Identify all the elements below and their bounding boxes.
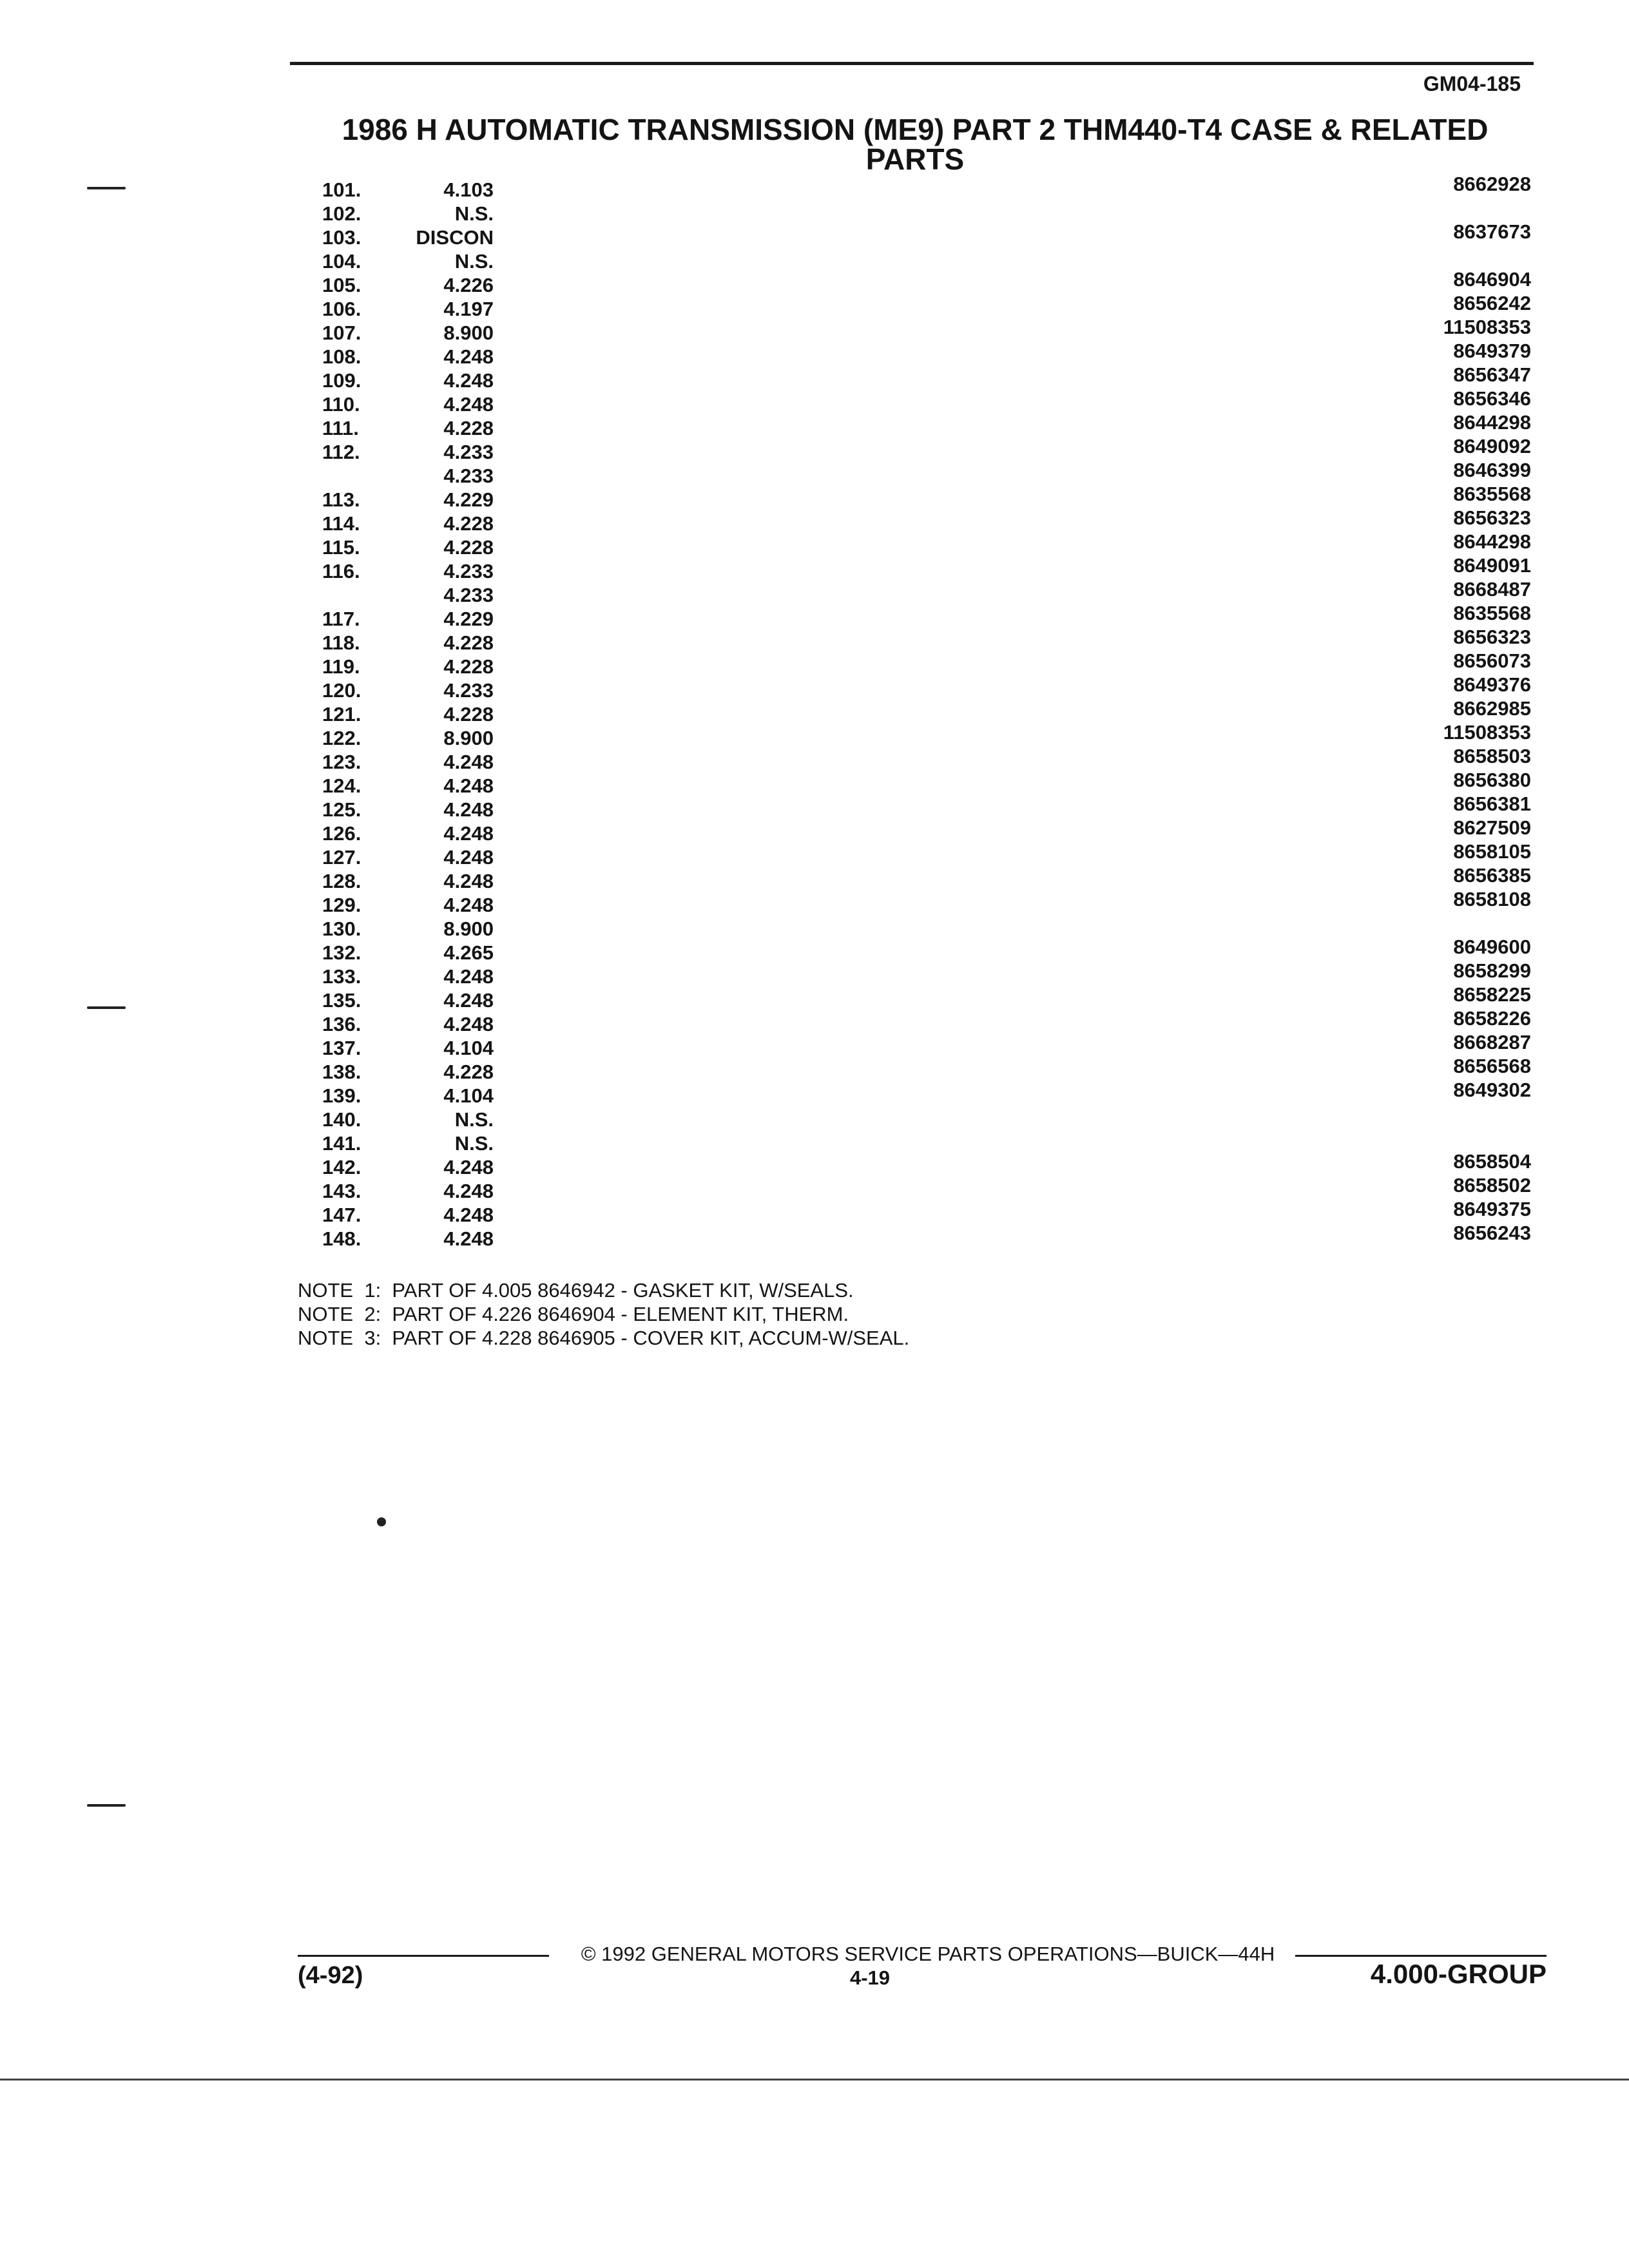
part-number: 8656380 (1453, 769, 1531, 791)
part-row (0, 554, 1629, 583)
ref-number: 121. (322, 703, 361, 726)
binder-mark (87, 1006, 126, 1009)
ref-number: 109. (322, 369, 361, 392)
part-number: 8649376 (1453, 673, 1531, 696)
group-number: 4.228 (443, 655, 494, 678)
group-number: 4.248 (443, 846, 494, 869)
ref-number: 108. (322, 345, 361, 368)
ref-number: 102. (322, 202, 361, 225)
group-number: 4.248 (443, 894, 494, 916)
part-number: 8627509 (1453, 816, 1531, 839)
title-line-1: 1986 H AUTOMATIC TRANSMISSION (ME9) PART 2 THM440-T4 CASE & RELATED (342, 113, 1489, 146)
part-row (0, 1031, 1629, 1060)
part-row (0, 626, 1629, 655)
group-number: 4.248 (443, 393, 494, 416)
ref-number: 107. (322, 322, 361, 344)
notes-section (298, 1278, 909, 1350)
group-number: 4.228 (443, 631, 494, 654)
part-number: 11508353 (1443, 316, 1531, 338)
bottom-rule (0, 2079, 1629, 2081)
ref-number: 133. (322, 965, 361, 988)
group-number: 4.104 (443, 1084, 494, 1107)
ref-number: 137. (322, 1037, 361, 1059)
part-row (0, 1198, 1629, 1227)
ref-number: 142. (322, 1156, 361, 1178)
group-number: 4.248 (443, 1013, 494, 1035)
ref-number: 119. (322, 655, 360, 678)
part-number: 8662985 (1453, 697, 1531, 720)
group-number: DISCON (416, 226, 494, 249)
part-row (0, 1079, 1629, 1108)
part-row (0, 983, 1629, 1012)
part-number: 8658504 (1453, 1150, 1531, 1173)
part-number: 8656346 (1453, 387, 1531, 410)
part-number: 8649091 (1453, 554, 1531, 577)
ref-number: 128. (322, 870, 361, 892)
part-row (0, 316, 1629, 345)
part-number: 11508353 (1443, 721, 1531, 744)
part-number: 8635568 (1453, 483, 1531, 505)
page-title (290, 115, 1540, 174)
part-row (0, 173, 1629, 202)
group-number: 4.228 (443, 703, 494, 726)
part-number: 8656073 (1453, 649, 1531, 672)
part-row (0, 745, 1629, 774)
ref-number: 132. (322, 941, 361, 964)
part-number: 8658502 (1453, 1174, 1531, 1196)
part-row (0, 840, 1629, 869)
ref-number: 117. (322, 608, 360, 630)
ref-number: 141. (322, 1132, 361, 1155)
ref-number: 103. (322, 226, 361, 249)
ref-number: 101. (322, 178, 361, 201)
part-row (0, 721, 1629, 750)
ref-number: 136. (322, 1013, 361, 1035)
part-row (0, 578, 1629, 607)
ref-number: 115. (322, 536, 360, 559)
ref-number: 112. (322, 441, 360, 463)
part-row (0, 220, 1629, 249)
group-number: 4.197 (443, 298, 494, 320)
part-number: 8658503 (1453, 745, 1531, 767)
part-row (0, 816, 1629, 845)
part-row (0, 387, 1629, 416)
part-row (0, 959, 1629, 988)
group-number: 4.265 (443, 941, 494, 964)
part-number: 8656243 (1453, 1222, 1531, 1244)
group-number: N.S. (454, 202, 494, 225)
group-number: 4.248 (443, 965, 494, 988)
binder-mark (87, 1804, 126, 1807)
group-number: 8.900 (443, 918, 494, 940)
group-number: 4.233 (443, 584, 494, 606)
footer-group: 4.000-GROUP (1370, 1959, 1547, 1989)
ref-number: 139. (322, 1084, 361, 1107)
part-number: 8668287 (1453, 1031, 1531, 1053)
part-number: 8658108 (1453, 888, 1531, 910)
part-number: 8646399 (1453, 459, 1531, 481)
group-number: 4.233 (443, 465, 494, 487)
part-number: 8658225 (1453, 983, 1531, 1006)
part-number: 8644298 (1453, 530, 1531, 553)
part-number: 8649092 (1453, 435, 1531, 457)
group-number: 4.248 (443, 1156, 494, 1178)
group-number: 4.248 (443, 345, 494, 368)
part-row (0, 1131, 1629, 1155)
group-number: 4.229 (443, 608, 494, 630)
ref-number: 148. (322, 1227, 361, 1250)
part-row (0, 1222, 1629, 1251)
group-number: 4.248 (443, 1180, 494, 1202)
part-number: 8662928 (1453, 173, 1531, 195)
footer-rule-left (298, 1955, 549, 1957)
part-row (0, 1150, 1629, 1179)
part-row (0, 888, 1629, 917)
part-row (0, 268, 1629, 297)
part-number: 8637673 (1453, 220, 1531, 243)
part-row (0, 769, 1629, 798)
ref-number: 124. (322, 774, 361, 797)
parts-list (0, 173, 1629, 1251)
ref-number: 106. (322, 298, 361, 320)
binder-mark (87, 187, 126, 189)
group-number: 4.248 (443, 774, 494, 797)
part-number: 8649375 (1453, 1198, 1531, 1220)
ref-number: 125. (322, 798, 361, 821)
footer-rule-right (1295, 1955, 1547, 1957)
group-number: 4.103 (443, 178, 494, 201)
part-number: 8644298 (1453, 411, 1531, 434)
part-number: 8656323 (1453, 626, 1531, 648)
part-number: 8635568 (1453, 602, 1531, 624)
ref-number: 118. (322, 631, 360, 654)
ref-number: 140. (322, 1108, 361, 1131)
part-row (0, 697, 1629, 726)
ref-number: 147. (322, 1204, 361, 1226)
note-line: NOTE 3: PART OF 4.228 8646905 - COVER KIT, ACCUM-W/SEAL. (298, 1327, 910, 1349)
part-row (0, 917, 1629, 941)
part-row (0, 459, 1629, 488)
footer-page-number: 4-19 (849, 1966, 891, 1989)
part-row (0, 1174, 1629, 1203)
part-row (0, 864, 1629, 893)
part-number: 8649379 (1453, 340, 1531, 362)
ref-number: 143. (322, 1180, 361, 1202)
ref-number: 110. (322, 393, 360, 416)
part-row (0, 292, 1629, 321)
part-number: 8656347 (1453, 363, 1531, 386)
header-rule (290, 62, 1534, 65)
part-row (0, 249, 1629, 273)
group-number: 4.248 (443, 870, 494, 892)
group-number: 4.228 (443, 1061, 494, 1083)
part-row (0, 602, 1629, 631)
ref-number: 104. (322, 250, 361, 273)
part-number: 8668487 (1453, 578, 1531, 601)
part-number: 8646904 (1453, 268, 1531, 291)
ref-number: 111. (322, 417, 359, 439)
part-row (0, 435, 1629, 464)
footer-date: (4-92) (298, 1962, 363, 1989)
ref-number: 105. (322, 274, 361, 296)
part-row (0, 1108, 1629, 1131)
part-number: 8656242 (1453, 292, 1531, 314)
ref-number: 122. (322, 727, 361, 749)
group-number: 8.900 (443, 727, 494, 749)
group-number: 4.248 (443, 822, 494, 845)
group-number: N.S. (454, 250, 494, 273)
ref-number: 126. (322, 822, 361, 845)
part-number: 8656323 (1453, 506, 1531, 529)
part-row (0, 530, 1629, 559)
ref-number: 127. (322, 846, 361, 869)
ref-number: 114. (322, 512, 360, 535)
group-number: N.S. (454, 1132, 494, 1155)
ref-number: 120. (322, 679, 361, 702)
group-number: 8.900 (443, 322, 494, 344)
group-number: 4.226 (443, 274, 494, 296)
group-number: 4.248 (443, 798, 494, 821)
group-number: 4.248 (443, 369, 494, 392)
group-number: 4.233 (443, 560, 494, 582)
ref-number: 113. (322, 488, 360, 511)
ink-speck (377, 1517, 386, 1526)
part-row (0, 411, 1629, 440)
part-number: 8656381 (1453, 793, 1531, 815)
part-number: 8658105 (1453, 840, 1531, 863)
part-row (0, 1055, 1629, 1084)
part-row (0, 936, 1629, 965)
part-number: 8649600 (1453, 936, 1531, 958)
note-line: NOTE 2: PART OF 4.226 8646904 - ELEMENT KIT, THERM. (298, 1303, 849, 1325)
part-row (0, 363, 1629, 392)
group-number: 4.228 (443, 417, 494, 439)
group-number: 4.228 (443, 512, 494, 535)
part-row (0, 202, 1629, 226)
group-number: 4.228 (443, 536, 494, 559)
title-line-2: PARTS (865, 142, 965, 176)
part-row (0, 340, 1629, 369)
footer-copyright: © 1992 GENERAL MOTORS SERVICE PARTS OPERATIONS—BUICK—44H (581, 1943, 1275, 1965)
part-number: 8656568 (1453, 1055, 1531, 1077)
ref-number: 130. (322, 918, 361, 940)
group-number: 4.233 (443, 441, 494, 463)
ref-number: 135. (322, 989, 361, 1012)
part-row (0, 1007, 1629, 1036)
group-number: 4.248 (443, 989, 494, 1012)
part-row (0, 793, 1629, 822)
document-code: GM04-185 (1423, 72, 1521, 95)
part-row (0, 506, 1629, 535)
ref-number: 129. (322, 894, 361, 916)
note-line: NOTE 1: PART OF 4.005 8646942 - GASKET KIT, W/SEALS. (298, 1279, 854, 1302)
part-number: 8656385 (1453, 864, 1531, 887)
part-number: 8649302 (1453, 1079, 1531, 1101)
group-number: 4.248 (443, 1204, 494, 1226)
part-row (0, 483, 1629, 512)
group-number: 4.104 (443, 1037, 494, 1059)
ref-number: 138. (322, 1061, 361, 1083)
group-number: 4.248 (443, 1227, 494, 1250)
group-number: 4.233 (443, 679, 494, 702)
group-number: 4.229 (443, 488, 494, 511)
ref-number: 123. (322, 751, 361, 773)
part-number: 8658299 (1453, 959, 1531, 982)
part-number: 8658226 (1453, 1007, 1531, 1030)
part-row (0, 673, 1629, 702)
group-number: 4.248 (443, 751, 494, 773)
ref-number: 116. (322, 560, 360, 582)
group-number: N.S. (454, 1108, 494, 1131)
part-row (0, 649, 1629, 678)
